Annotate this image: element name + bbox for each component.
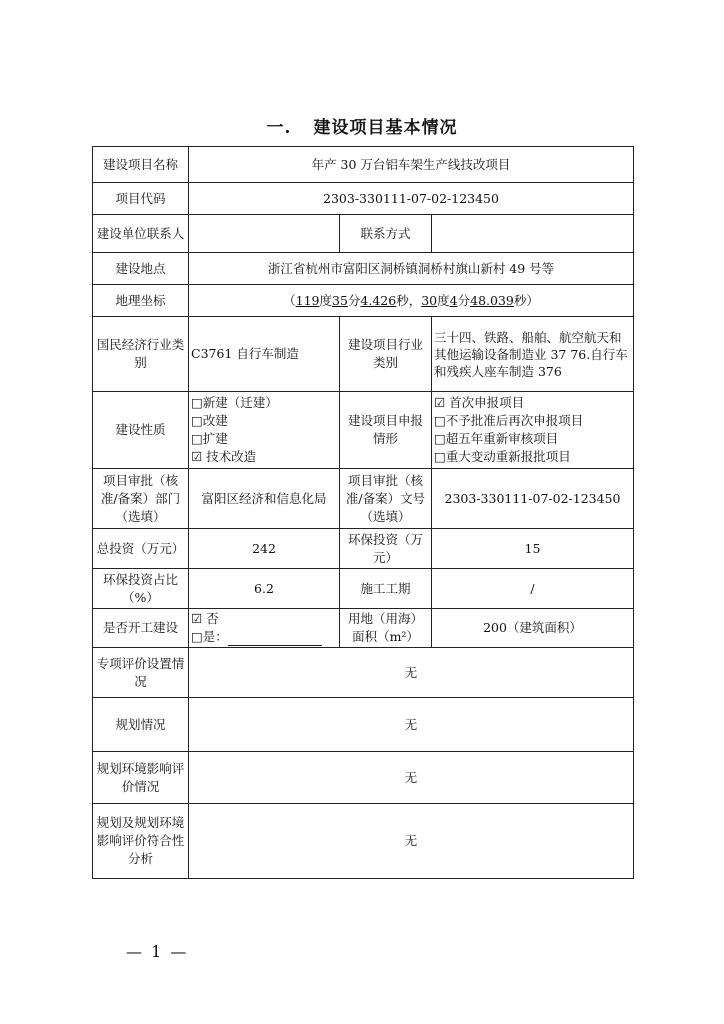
started-value2: 200（建筑面积） bbox=[432, 609, 634, 648]
approval-value2: 2303-330111-07-02-123450 bbox=[432, 469, 634, 529]
lat-sec: 48.039 bbox=[470, 292, 514, 308]
row-invest bbox=[93, 529, 634, 569]
code-label: 项目代码 bbox=[93, 183, 189, 215]
nature-label2: 建设项目申报情形 bbox=[340, 392, 432, 469]
lat-min: 4 bbox=[449, 292, 458, 308]
lon-min: 35 bbox=[332, 292, 348, 308]
coords-open: （ bbox=[283, 292, 296, 308]
row-planning bbox=[93, 698, 634, 752]
planning-label: 规划情况 bbox=[93, 698, 189, 752]
invest-value: 242 bbox=[189, 529, 340, 569]
row-unit bbox=[93, 215, 634, 253]
project-info-table bbox=[92, 146, 634, 879]
started-blank-line bbox=[228, 633, 322, 646]
started-options bbox=[189, 609, 340, 648]
industry-value: C3761 自行车制造 bbox=[189, 317, 340, 392]
ratio-value2: / bbox=[432, 569, 634, 609]
ratio-label2: 施工工期 bbox=[340, 569, 432, 609]
contact-label: 联系方式 bbox=[340, 215, 432, 253]
approval-value: 富阳区经济和信息化局 bbox=[189, 469, 340, 529]
row-code bbox=[93, 183, 634, 215]
min1: 分 bbox=[347, 292, 361, 308]
name-value: 年产 30 万台铝车架生产线技改项目 bbox=[189, 147, 634, 183]
lon-sec: 4.426 bbox=[360, 292, 397, 308]
ratio-value: 6.2 bbox=[189, 569, 340, 609]
started-option-yes: □是： bbox=[191, 629, 228, 644]
contact-value bbox=[432, 215, 634, 253]
unit-label: 建设单位联系人 bbox=[93, 215, 189, 253]
lat-deg: 30 bbox=[421, 292, 438, 308]
invest-label: 总投资（万元） bbox=[93, 529, 189, 569]
row-started bbox=[93, 609, 634, 648]
page-number: — 1 — bbox=[126, 942, 189, 961]
special-value: 无 bbox=[189, 648, 634, 698]
plan-conform-label: 规划及规划环境影响评价符合性分析 bbox=[93, 804, 189, 879]
section-title bbox=[0, 113, 724, 138]
plan-env-label: 规划环境影响评价情况 bbox=[93, 752, 189, 804]
invest-label2: 环保投资（万元） bbox=[340, 529, 432, 569]
section-number: 一. bbox=[266, 118, 292, 138]
plan-conform-value: 无 bbox=[189, 804, 634, 879]
filing-option: □超五年重新审核项目 bbox=[434, 431, 559, 446]
filing-option: □不予批准后再次申报项目 bbox=[434, 413, 584, 428]
started-option-no: ☑ 否 bbox=[191, 611, 219, 626]
nature-label: 建设性质 bbox=[93, 392, 189, 469]
started-label2: 用地（用海）面积（m²） bbox=[340, 609, 432, 648]
section-heading: 建设项目基本情况 bbox=[313, 118, 458, 138]
coords-value bbox=[189, 285, 634, 317]
nature-option: □新建（迁建） bbox=[191, 395, 278, 410]
row-plan-conform bbox=[93, 804, 634, 879]
filing-option: ☑ 首次申报项目 bbox=[434, 395, 525, 410]
name-label: 建设项目名称 bbox=[93, 147, 189, 183]
nature-options2 bbox=[432, 392, 634, 469]
row-coords bbox=[93, 285, 634, 317]
sec1: 秒， bbox=[396, 292, 422, 308]
unit-value bbox=[189, 215, 340, 253]
row-name bbox=[93, 147, 634, 183]
deg2: 度 bbox=[437, 292, 450, 308]
nature-option: □改建 bbox=[191, 413, 228, 428]
row-industry bbox=[93, 317, 634, 392]
nature-options bbox=[189, 392, 340, 469]
row-special bbox=[93, 648, 634, 698]
location-value: 浙江省杭州市富阳区洞桥镇洞桥村旗山新村 49 号等 bbox=[189, 253, 634, 285]
planning-value: 无 bbox=[189, 698, 634, 752]
started-option-yes-row bbox=[191, 628, 337, 646]
deg1: 度 bbox=[319, 292, 332, 308]
code-value: 2303-330111-07-02-123450 bbox=[189, 183, 634, 215]
special-label: 专项评价设置情况 bbox=[93, 648, 189, 698]
row-plan-env bbox=[93, 752, 634, 804]
min2: 分 bbox=[457, 292, 471, 308]
industry-label: 国民经济行业类别 bbox=[93, 317, 189, 392]
nature-option: □扩建 bbox=[191, 431, 228, 446]
industry-value2: 三十四、铁路、船舶、航空航天和其他运输设备制造业 37 76.自行车和残疾人座车制造 376 bbox=[432, 317, 634, 392]
started-label: 是否开工建设 bbox=[93, 609, 189, 648]
sec2: 秒） bbox=[513, 292, 539, 308]
approval-label2: 项目审批（核准/备案）文号（选填） bbox=[340, 469, 432, 529]
industry-label2: 建设项目行业类别 bbox=[340, 317, 432, 392]
nature-option: ☑ 技术改造 bbox=[191, 449, 257, 464]
row-approval bbox=[93, 469, 634, 529]
approval-label: 项目审批（核准/备案）部门（选填） bbox=[93, 469, 189, 529]
row-location bbox=[93, 253, 634, 285]
coords-label: 地理坐标 bbox=[93, 285, 189, 317]
row-nature bbox=[93, 392, 634, 469]
lon-deg: 119 bbox=[295, 292, 320, 308]
ratio-label: 环保投资占比（%） bbox=[93, 569, 189, 609]
location-label: 建设地点 bbox=[93, 253, 189, 285]
filing-option: □重大变动重新报批项目 bbox=[434, 449, 571, 464]
invest-value2: 15 bbox=[432, 529, 634, 569]
row-ratio bbox=[93, 569, 634, 609]
plan-env-value: 无 bbox=[189, 752, 634, 804]
